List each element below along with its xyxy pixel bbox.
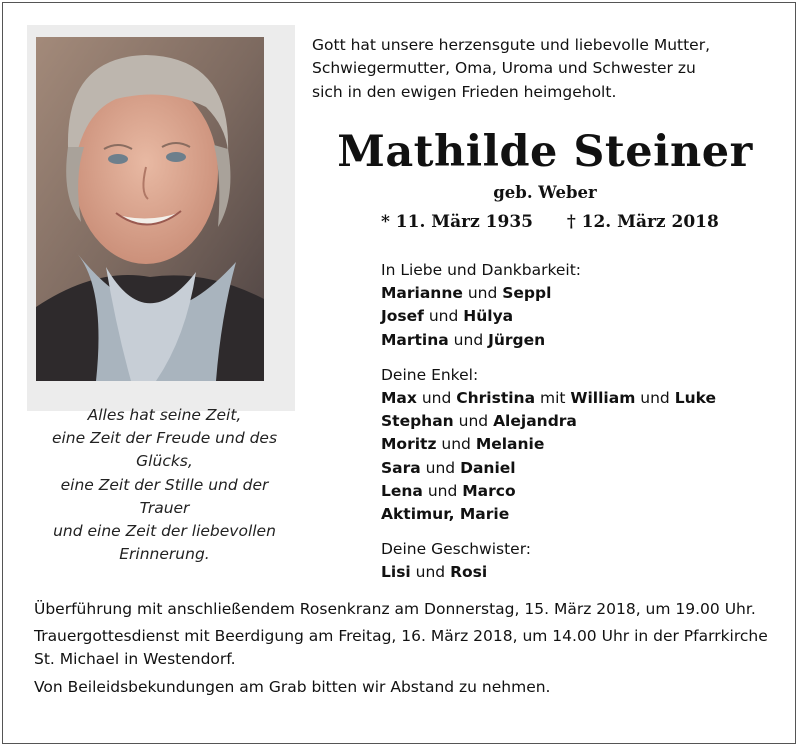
poem-line: Trauer [139,498,190,517]
family-member-line [381,457,781,480]
family-member-line [381,282,781,305]
service-notices [34,598,784,703]
connector-text: und [436,435,476,454]
notice-rosary: Überführung mit anschließendem Rosenkranz am Donnerstag, 15. März 2018, um 19.00 Uhr. [34,600,756,618]
family-member-name: Aktimur, Marie [381,505,510,524]
family-member-line [381,329,781,352]
family-member-name: Rosi [450,563,488,582]
family-member-line [381,433,781,456]
family-member-name: Christina [456,389,536,408]
connector-text: und [453,412,494,431]
group-label: Deine Geschwister: [381,540,532,559]
poem-line: Erinnerung. [119,545,210,564]
memorial-poem [22,404,307,566]
portrait-illustration [36,37,264,381]
connector-text: und [448,330,489,349]
family-member-name: William [570,389,636,408]
connector-text: und [410,563,451,582]
family-member-name: Marianne [381,284,463,303]
family-member-name: Stephan [381,412,454,431]
connector-text: und [422,481,463,500]
family-member-name: Luke [674,389,717,408]
birth-date: * 11. März 1935 [381,212,533,232]
group-grandchildren [381,364,781,526]
notice-funeral: Trauergottesdienst mit Beerdigung am Freitag, 16. März 2018, um 14.00 Uhr in der Pfarrkirche St. Michael in Westendorf. [34,627,768,669]
family-member-line [381,410,781,433]
family-member-name: Max [381,389,417,408]
poem-line: Glücks, [136,452,193,471]
family-member-name: Alejandra [493,412,577,431]
family-member-line [381,387,781,410]
group-siblings [381,538,781,584]
family-member-name: Sara [381,458,421,477]
poem-line: Alles hat seine Zeit, [87,406,242,424]
group-children [381,259,781,352]
family-member-name: Martina [381,330,449,349]
family-member-name: Marco [462,481,516,500]
family-member-line [381,305,781,328]
portrait-mat [27,25,295,411]
group-label: In Liebe und Dankbarkeit: [381,261,582,279]
family-member-line [381,503,781,526]
family-member-name: Melanie [475,435,545,454]
death-date: † 12. März 2018 [566,212,719,232]
notice-condolences: Von Beileidsbekundungen am Grab bitten wir Abstand zu nehmen. [34,677,551,696]
connector-text: und [423,307,464,326]
family-member-line [381,561,781,584]
connector-text: und [635,389,675,408]
family-list [381,259,781,597]
family-member-name: Moritz [381,435,437,454]
maiden-name: geb. Weber [493,183,597,202]
connector-text: und [462,284,503,303]
family-member-name: Josef [381,307,424,326]
poem-line: eine Zeit der Freude und des [51,429,278,448]
deceased-name: Mathilde Steiner [337,127,753,177]
family-member-name: Seppl [502,284,552,303]
connector-text: mit [535,389,571,408]
family-member-line [381,480,781,503]
group-label: Deine Enkel: [381,365,479,384]
poem-line: eine Zeit der Stille und der [60,475,269,494]
family-member-name: Daniel [460,458,516,477]
connector-text: und [416,389,457,408]
family-member-name: Jürgen [488,330,546,349]
family-member-name: Lisi [381,563,411,582]
family-member-name: Lena [381,481,423,500]
life-dates [381,212,719,232]
intro-line: Schwiegermutter, Oma, Uroma und Schwester zu [312,59,696,78]
intro-line: Gott hat unsere herzensgute und liebevolle Mutter, [312,36,711,54]
intro-text [312,34,787,104]
connector-text: und [420,458,461,477]
family-member-name: Hülya [463,307,514,326]
portrait-photo [36,37,264,381]
intro-line: sich in den ewigen Frieden heimgeholt. [312,82,617,101]
poem-line: und eine Zeit der liebevollen [53,522,276,541]
